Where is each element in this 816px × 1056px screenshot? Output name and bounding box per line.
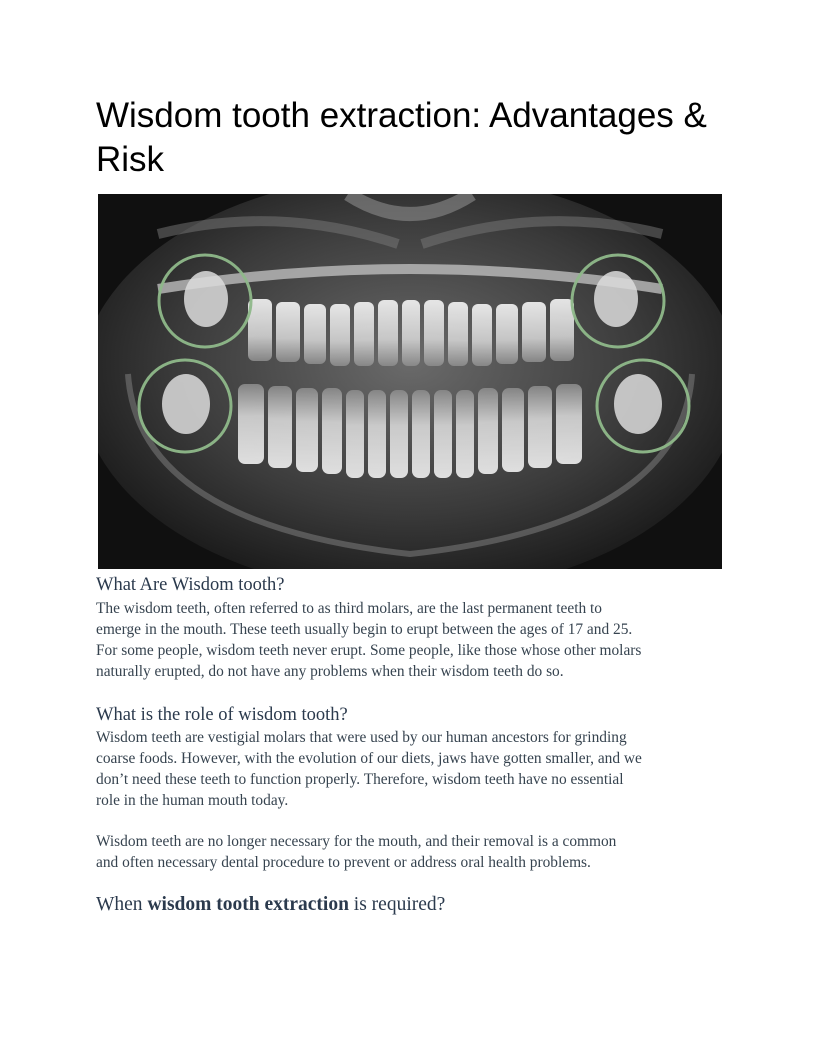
section-paragraph-what-are [96,598,722,682]
paragraph-line: and often necessary dental procedure to prevent or address oral health problems. [96,854,591,871]
paragraph-line: The wisdom teeth, often referred to as third molars, are the last permanent teeth to [96,600,602,617]
section-heading-when-required [96,894,445,916]
dental-xray-image [98,194,722,569]
paragraph-line: emerge in the mouth. These teeth usually begin to erupt between the ages of 17 and 25. [96,621,633,638]
page-title: Wisdom tooth extraction: Advantages & Risk [96,96,707,179]
paragraph-line: Wisdom teeth are vestigial molars that were used by our human ancestors for grinding [96,729,627,746]
heading-bold-text: wisdom tooth extraction [147,894,349,915]
section-paragraph-role [96,727,722,811]
section-paragraph-removal [96,831,722,873]
paragraph-line: don’t need these teeth to function properly. Therefore, wisdom teeth have no essential [96,771,624,788]
paragraph-line: For some people, wisdom teeth never erupt. Some people, like those whose other molars [96,642,642,659]
paragraph-line: Wisdom teeth are no longer necessary for the mouth, and their removal is a common [96,833,617,850]
paragraph-line: naturally erupted, do not have any problems when their wisdom teeth do so. [96,663,564,680]
paragraph-line: coarse foods. However, with the evolution of our diets, jaws have gotten smaller, and we [96,750,642,767]
heading-text: When [96,894,148,915]
heading-text: is required? [348,894,446,915]
section-heading-role: What is the role of wisdom tooth? [96,705,348,725]
section-heading-what-are: What Are Wisdom tooth? [96,575,285,595]
paragraph-line: role in the human mouth today. [96,792,289,809]
